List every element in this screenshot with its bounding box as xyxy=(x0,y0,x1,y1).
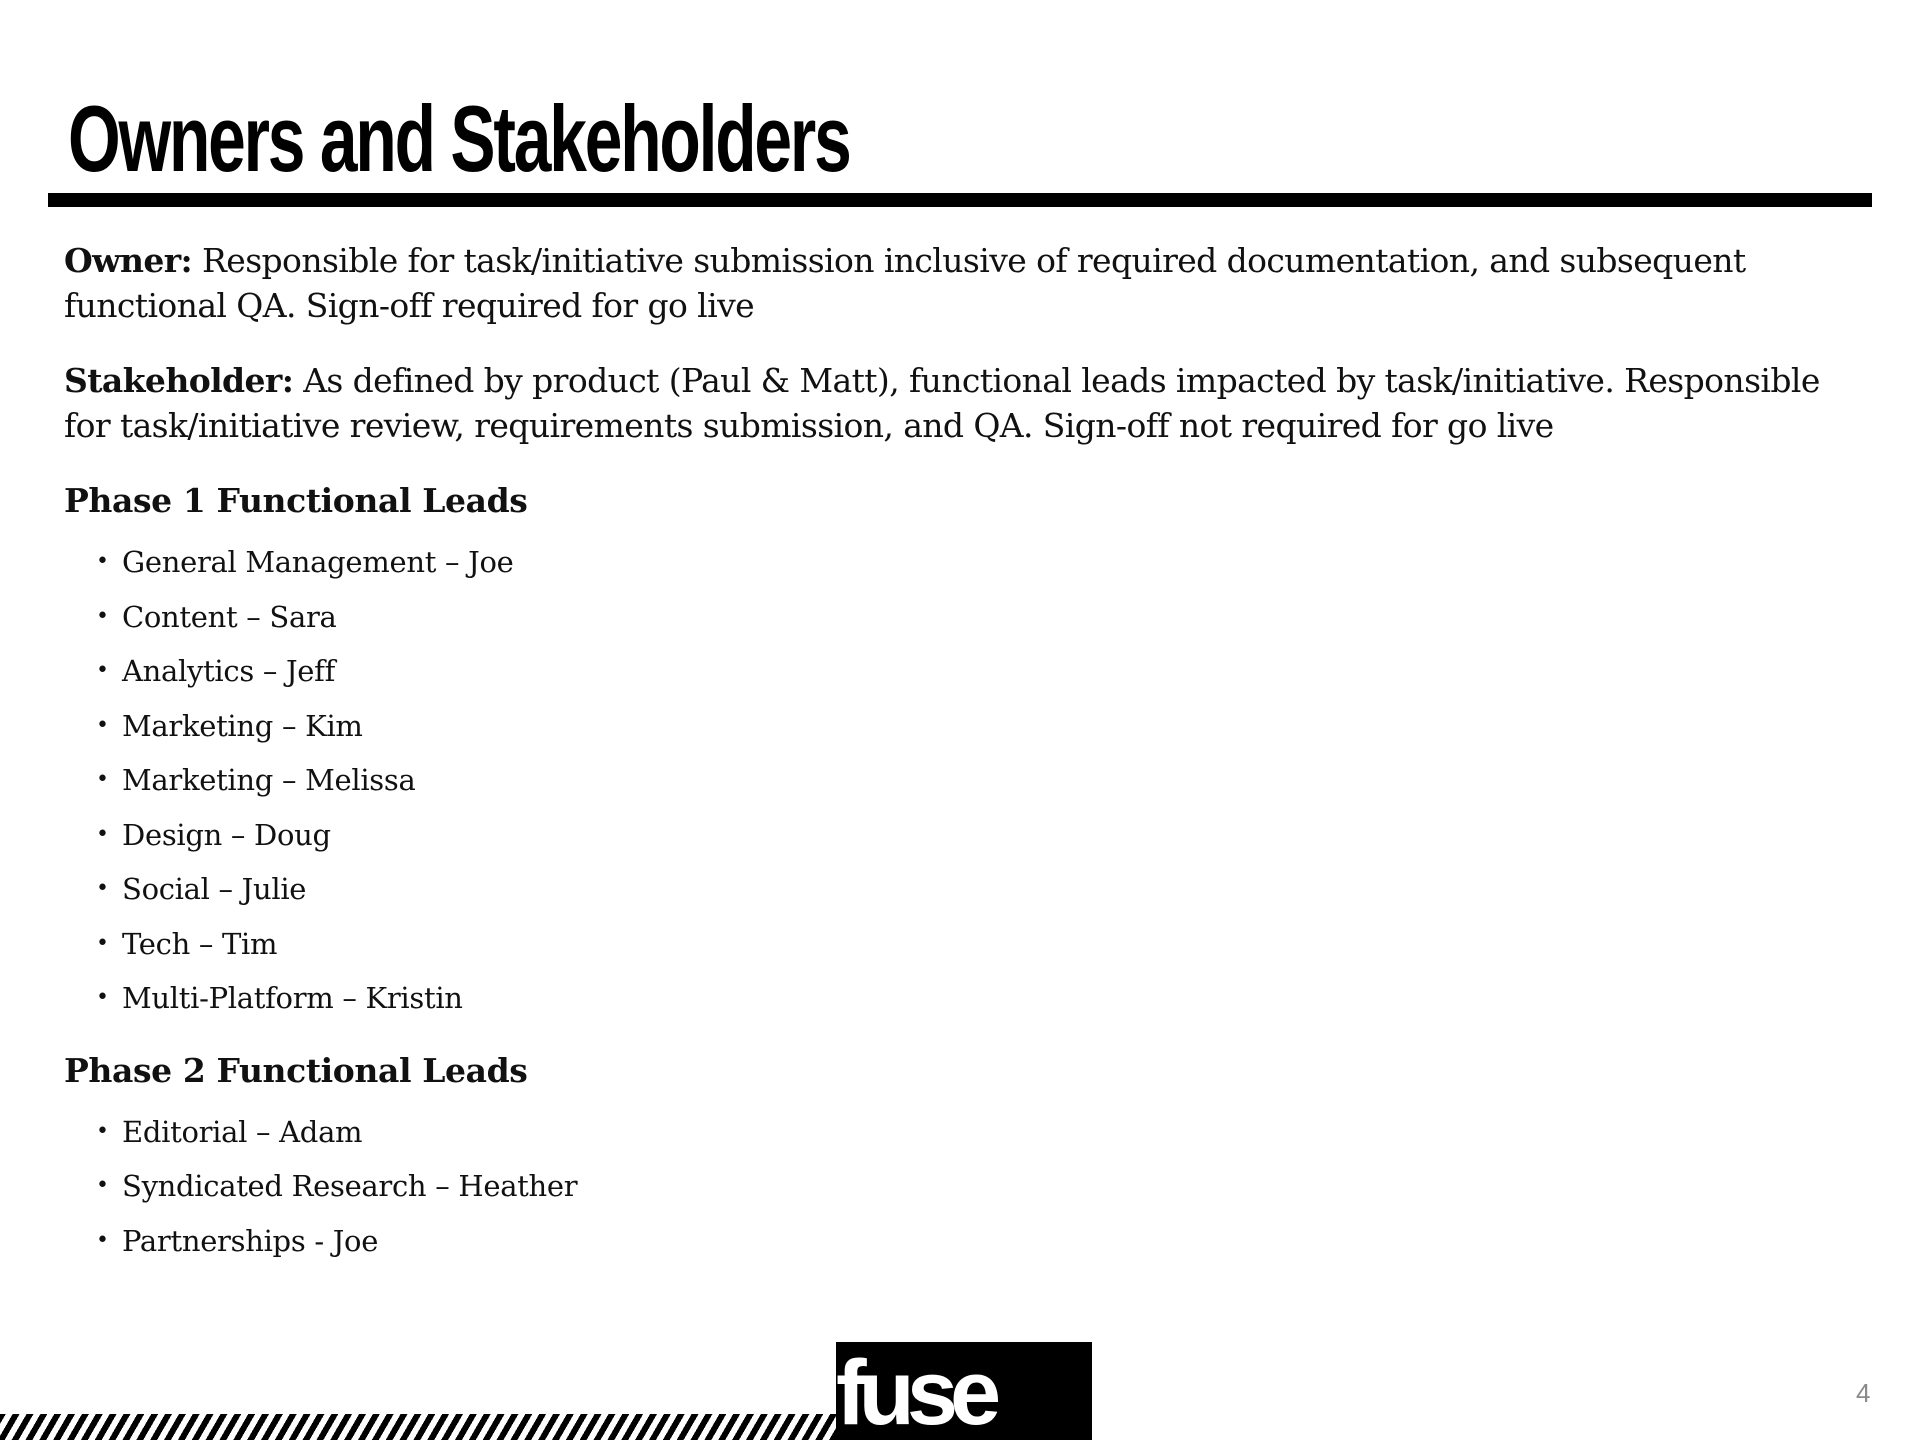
list-item-text: Multi-Platform – Kristin xyxy=(122,981,463,1015)
list-item-text: Marketing – Melissa xyxy=(122,763,416,797)
list-item xyxy=(64,917,1824,972)
list-item xyxy=(64,753,1824,808)
owner-term: Owner: xyxy=(64,241,193,280)
list-item-text: Content – Sara xyxy=(122,599,337,634)
list-item-text: General Management – Joe xyxy=(122,545,514,579)
bullet-icon: • xyxy=(96,876,109,901)
stakeholder-definition xyxy=(64,358,1824,448)
list-item-text: Analytics – Jeff xyxy=(122,654,336,688)
bullet-icon: • xyxy=(96,1227,109,1253)
list-item xyxy=(64,590,1824,645)
phase2-list xyxy=(64,1105,1824,1269)
list-item-text: Design – Doug xyxy=(122,817,331,852)
fuse-logo-text: fuse xyxy=(836,1342,994,1444)
bullet-icon: • xyxy=(96,603,109,629)
bullet-icon: • xyxy=(96,549,109,574)
phase2-heading: Phase 2 Functional Leads xyxy=(64,1050,528,1090)
title-rule xyxy=(48,193,1872,207)
slide-content xyxy=(64,238,1824,1290)
owner-definition xyxy=(64,238,1824,328)
bullet-icon: • xyxy=(96,658,109,683)
list-item-text: Editorial – Adam xyxy=(122,1114,363,1149)
slide-title: Owners and Stakeholders xyxy=(68,86,850,191)
list-item-text: Syndicated Research – Heather xyxy=(122,1169,578,1203)
bullet-icon: • xyxy=(96,1173,109,1198)
bullet-icon: • xyxy=(96,930,109,956)
list-item-text: Social – Julie xyxy=(122,872,307,906)
list-item xyxy=(64,644,1824,699)
list-item-text: Partnerships - Joe xyxy=(122,1223,379,1258)
phase1-heading: Phase 1 Functional Leads xyxy=(64,481,528,520)
list-item xyxy=(64,862,1824,917)
fuse-logo xyxy=(836,1342,1092,1444)
owner-text: Responsible for task/initiative submission inclusive of required documentation, and subsequent functional QA. Sign-off required for go live xyxy=(64,241,1746,325)
bullet-icon: • xyxy=(96,821,109,847)
list-item xyxy=(64,808,1824,863)
phase1-list xyxy=(64,535,1824,1026)
bullet-icon: • xyxy=(96,1118,109,1144)
list-item-text: Tech – Tim xyxy=(122,926,278,961)
list-item xyxy=(64,535,1824,590)
bullet-icon: • xyxy=(96,767,109,792)
bullet-icon: • xyxy=(96,712,109,738)
list-item xyxy=(64,1105,1824,1160)
footer-stripes xyxy=(0,1414,836,1440)
stakeholder-text: As defined by product (Paul & Matt), functional leads impacted by task/initiative. Responsible for task/initiative review, requirements submission, and QA. Sign-off not required for go live xyxy=(64,361,1820,445)
list-item xyxy=(64,1159,1824,1214)
list-item xyxy=(64,971,1824,1026)
list-item-text: Marketing – Kim xyxy=(122,708,363,743)
page-number: 4 xyxy=(1856,1378,1871,1408)
stakeholder-term: Stakeholder: xyxy=(64,361,294,400)
list-item xyxy=(64,699,1824,754)
bullet-icon: • xyxy=(96,985,109,1010)
list-item xyxy=(64,1214,1824,1269)
